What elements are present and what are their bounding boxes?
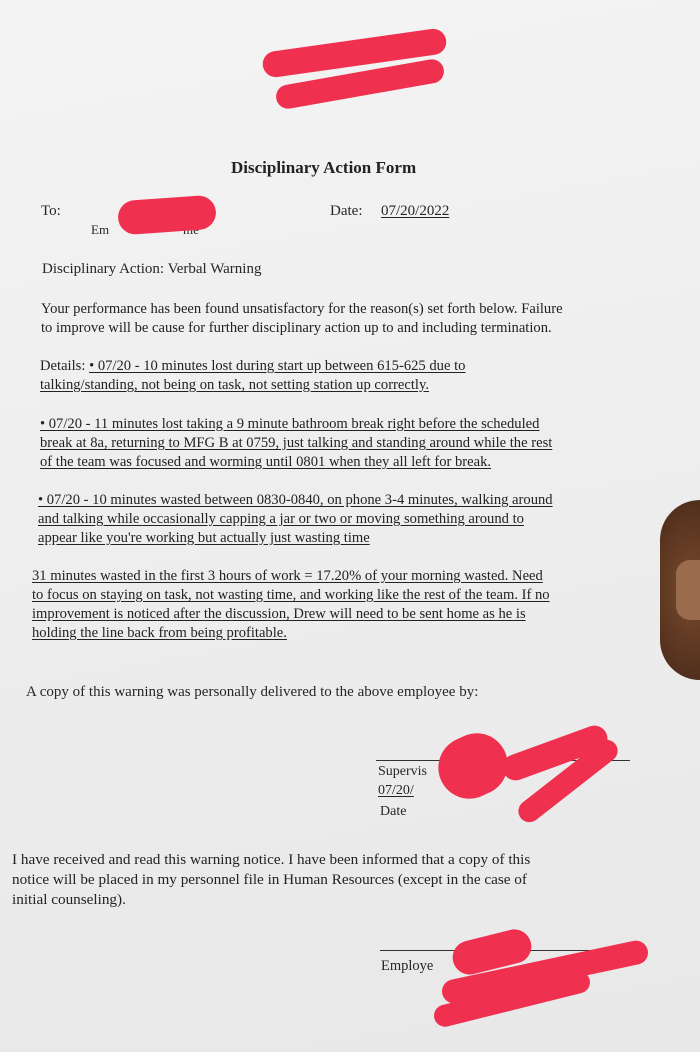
detail-1-line-1: • 07/20 - 10 minutes lost during start up between 615-625 due to xyxy=(89,358,466,374)
summary xyxy=(32,567,550,643)
summary-line-3: improvement is noticed after the discussion, Drew will need to be sent home as he is xyxy=(32,606,526,622)
summary-line-2: to focus on staying on task, not wasting time, and working like the rest of the team. If no xyxy=(32,587,550,603)
acknowledgement xyxy=(12,850,530,910)
detail-3-line-3: appear like you're working but actually just wasting time xyxy=(38,530,370,546)
detail-2-line-1: • 07/20 - 11 minutes lost taking a 9 minute bathroom break right before the scheduled xyxy=(40,416,540,432)
date-value: 07/20/2022 xyxy=(381,203,450,219)
detail-1-line-2: talking/standing, not being on task, not setting station up correctly. xyxy=(40,377,429,393)
to-value-partial: Em xyxy=(91,222,110,237)
recipient-name-redaction xyxy=(117,195,217,236)
form-title: Disciplinary Action Form xyxy=(231,158,417,177)
ack-line-2: notice will be placed in my personnel file in Human Resources (except in the case of xyxy=(12,871,527,888)
delivered-text: A copy of this warning was personally delivered to the above employee by: xyxy=(26,684,479,700)
detail-1-line-1-row xyxy=(40,357,465,376)
details-label: Details: xyxy=(40,358,86,374)
action-value: Verbal Warning xyxy=(167,261,262,277)
performance-text xyxy=(41,300,563,338)
supervisor-date-caption: Date xyxy=(380,804,407,819)
date-label: Date: xyxy=(330,203,363,219)
employee-label: Employe xyxy=(381,958,434,974)
ack-line-1: I have received and read this warning notice. I have been informed that a copy of this xyxy=(12,851,531,868)
detail-3 xyxy=(38,491,553,548)
detail-3-line-2: and talking while occasionally capping a jar or two or moving something around to xyxy=(38,511,524,527)
detail-3-line-1: • 07/20 - 10 minutes wasted between 0830-0840, on phone 3-4 minutes, walking around xyxy=(38,492,553,508)
detail-2-line-2: break at 8a, returning to MFG B at 0759, just talking and standing around while the rest xyxy=(40,435,553,451)
action-label-text: Disciplinary Action: xyxy=(42,261,165,277)
performance-line-2: to improve will be cause for further disciplinary action up to and including termination. xyxy=(41,320,552,336)
supervisor-date: 07/20/ xyxy=(378,783,414,798)
detail-1 xyxy=(40,357,465,395)
detail-2-line-3: of the team was focused and worming until 0801 when they all left for break. xyxy=(40,454,492,470)
thumbnail xyxy=(676,560,700,620)
summary-line-4: holding the line back from being profitable. xyxy=(32,625,287,641)
performance-line-1: Your performance has been found unsatisfactory for the reason(s) set forth below. Failure xyxy=(41,301,563,317)
to-label: To: xyxy=(41,203,61,219)
summary-line-1: 31 minutes wasted in the first 3 hours of work = 17.20% of your morning wasted. Need xyxy=(32,568,543,584)
ack-line-3: initial counseling). xyxy=(12,891,126,908)
action-label xyxy=(42,261,261,278)
detail-2 xyxy=(40,415,552,472)
supervisor-label: Supervis xyxy=(378,764,427,779)
